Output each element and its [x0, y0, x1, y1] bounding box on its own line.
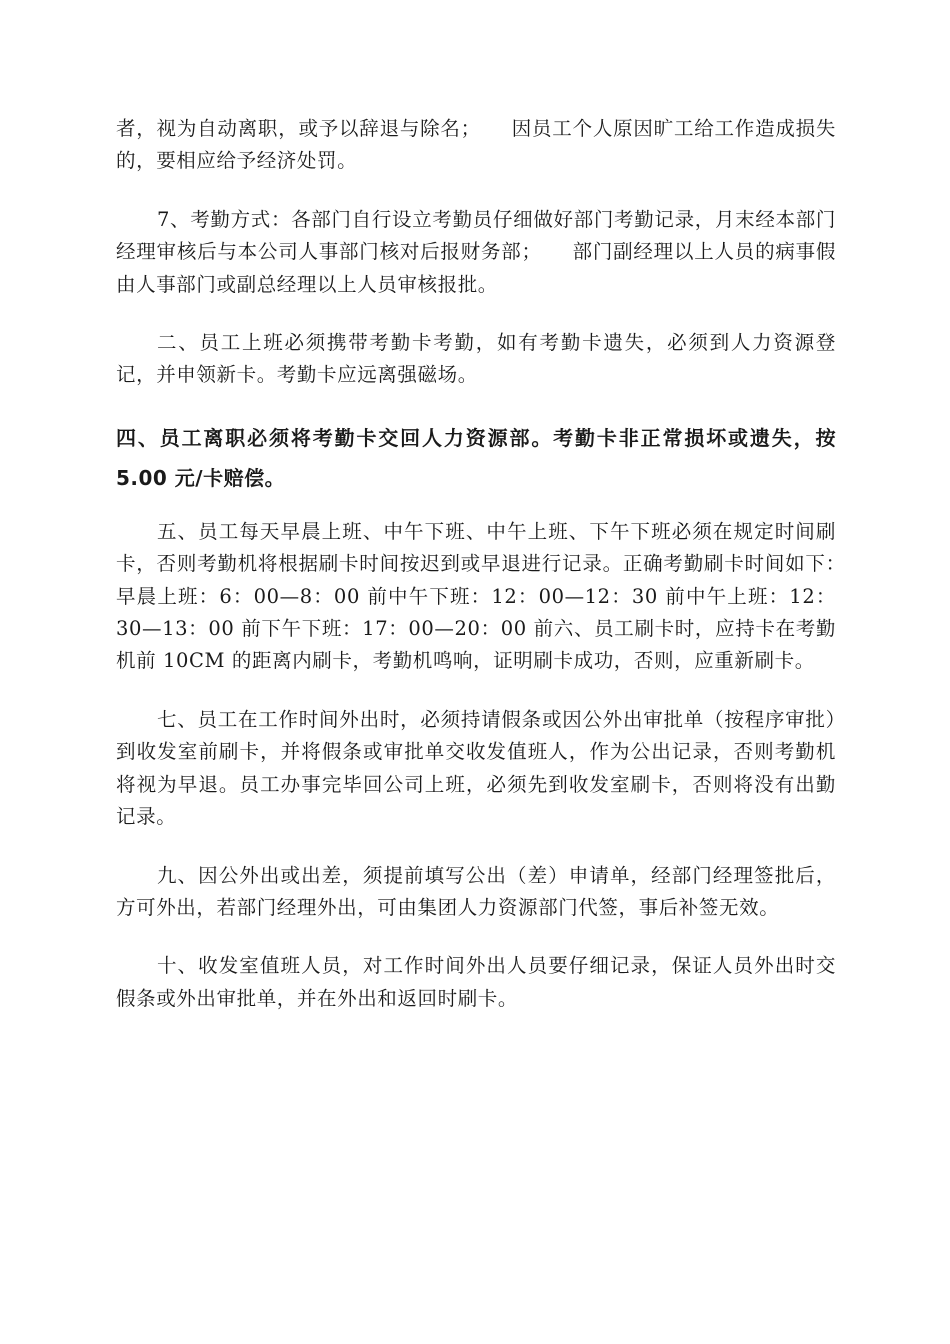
document-body — [116, 113, 857, 1041]
paragraph-swipe-times: 五、员工每天早晨上班、中午下班、中午上班、下午下班必须在规定时间刷卡，否则考勤机将根据刷卡时间按迟到或早退进行记录。正确考勤刷卡时间如下： 早晨上班：6：00—8：00 前中午下班：12：00—12：30 前中午上班：12：30—13：00 前下午下班：17：00—20：00 前六、员工刷卡时，应持卡在考勤机前 10CM 的距离内刷卡，考勤机鸣响，证明刷卡成功，否则，应重新刷卡。 — [116, 519, 857, 673]
paragraph-attendance-method: 7、考勤方式：各部门自行设立考勤员仔细做好部门考勤记录，月末经本部门经理审核后与本公司人事部门核对后报财务部； 部门副经理以上人员的病事假由人事部门或副总经理以上人员审核报批。 — [116, 207, 836, 296]
paragraph-absence-penalty: 者，视为自动离职，或予以辞退与除名； 因员工个人原因旷工给工作造成损失的，要相应给予经济处罚。 — [116, 117, 836, 173]
paragraph-card-return-rule: 四、员工离职必须将考勤卡交回人力资源部。考勤卡非正常损坏或遗失，按 5.00 元/卡赔偿。 — [116, 425, 836, 490]
paragraph-card-carry-rule: 二、员工上班必须携带考勤卡考勤，如有考勤卡遗失，必须到人力资源登记，并申领新卡。考勤卡应远离强磁场。 — [116, 331, 836, 387]
paragraph-outing-rule: 七、员工在工作时间外出时，必须持请假条或因公外出审批单（按程序审批）到收发室前刷卡，并将假条或审批单交收发值班人，作为公出记录，否则考勤机将视为早退。员工办事完毕回公司上班，必须先到收发室刷卡，否则将没有出勤记录。 — [116, 707, 836, 829]
paragraph-mailroom-duty: 十、收发室值班人员，对工作时间外出人员要仔细记录，保证人员外出时交假条或外出审批单，并在外出和返回时刷卡。 — [116, 954, 836, 1010]
paragraph-business-trip-rule: 九、因公外出或出差，须提前填写公出（差）申请单，经部门经理签批后，方可外出，若部门经理外出，可由集团人力资源部门代签，事后补签无效。 — [116, 863, 836, 919]
